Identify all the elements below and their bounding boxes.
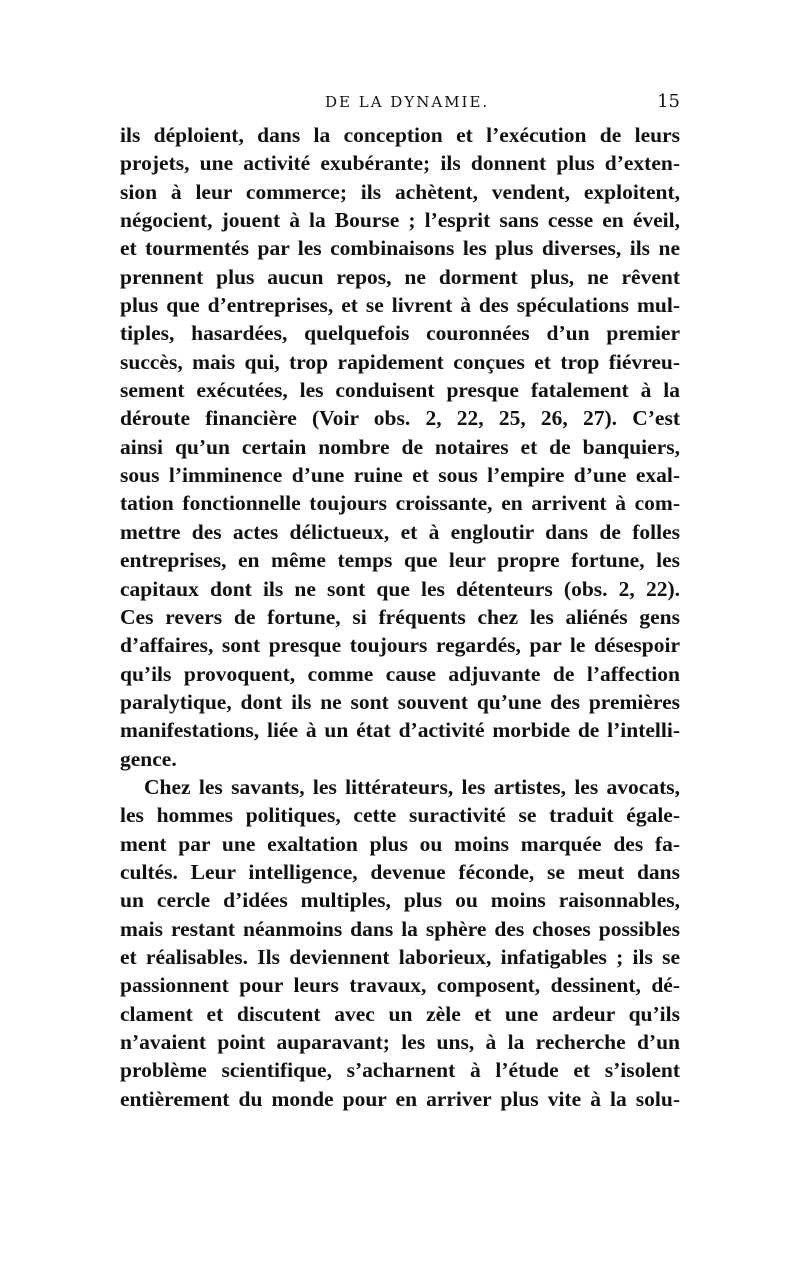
text-line: tiples, hasardées, quelquefois couronnées d’un premier <box>120 321 680 346</box>
text-line: négocient, jouent à la Bourse ; l’esprit sans cesse en éveil, <box>120 208 680 233</box>
text-line: et tourmentés par les combinaisons les plus diverses, ils ne <box>120 236 680 261</box>
body-text <box>120 121 680 1113</box>
text-line: Ces revers de fortune, si fréquents chez les aliénés gens <box>120 604 680 629</box>
text-line: manifestations, liée à un état d’activité morbide de l’intelli- <box>120 718 680 743</box>
text-line: paralytique, dont ils ne sont souvent qu’une des premières <box>120 689 680 714</box>
text-line: mais restant néanmoins dans la sphère des choses possibles <box>120 916 680 941</box>
text-line: ils déploient, dans la conception et l’exécution de leurs <box>120 123 680 147</box>
page-number: 15 <box>657 91 680 112</box>
text-line: ainsi qu’un certain nombre de notaires et de banquiers, <box>120 434 680 459</box>
text-line: sion à leur commerce; ils achètent, vendent, exploitent, <box>120 179 680 204</box>
text-line: n’avaient point auparavant; les uns, à la recherche d’un <box>120 1030 680 1054</box>
text-line: cultés. Leur intelligence, devenue féconde, se meut dans <box>120 859 680 884</box>
text-line: un cercle d’idées multiples, plus ou moins raisonnables, <box>120 888 680 913</box>
text-line: passionnent pour leurs travaux, composent, dessinent, dé- <box>120 973 680 998</box>
text-line: plus que d’entreprises, et se livrent à des spéculations mul- <box>120 293 680 318</box>
text-line: sement exécutées, les conduisent presque fatalement à la <box>120 378 680 403</box>
running-head <box>120 87 680 117</box>
text-line: sous l’imminence d’une ruine et sous l’empire d’une exal- <box>120 463 680 488</box>
text-line: les hommes politiques, cette suractivité se traduit égale- <box>120 803 680 828</box>
text-line: entièrement du monde pour en arriver plus vite à la solu- <box>120 1086 680 1111</box>
text-line: prennent plus aucun repos, ne dorment plus, ne rêvent <box>120 264 680 289</box>
text-line: ment par une exaltation plus ou moins marquée des fa- <box>120 831 680 856</box>
text-line: et réalisables. Ils deviennent laborieux, infatigables ; ils se <box>120 944 680 969</box>
text-line: qu’ils provoquent, comme cause adjuvante de l’affection <box>120 661 680 686</box>
text-line: tation fonctionnelle toujours croissante, en arrivent à com- <box>120 491 680 516</box>
text-line: clament et discutent avec un zèle et une ardeur qu’ils <box>120 1001 680 1026</box>
text-line: projets, une activité exubérante; ils donnent plus d’exten- <box>120 151 680 176</box>
text-line: mettre des actes délictueux, et à engloutir dans de folles <box>120 519 680 544</box>
text-line: problème scientifique, s’acharnent à l’étude et s’isolent <box>120 1058 680 1083</box>
text-line: entreprises, en même temps que leur propre fortune, les <box>120 548 680 573</box>
text-line: capitaux dont ils ne sont que les détenteurs (obs. 2, 22). <box>120 576 680 601</box>
text-line: succès, mais qui, trop rapidement conçues et trop fiévreu- <box>120 349 680 374</box>
text-line: Chez les savants, les littérateurs, les artistes, les avocats, <box>144 774 680 799</box>
text-line: d’affaires, sont presque toujours regardés, par le désespoir <box>120 633 680 658</box>
running-title: DE LA DYNAMIE. <box>325 93 490 111</box>
text-line: gence. <box>120 746 177 771</box>
text-line: déroute financière (Voir obs. 2, 22, 25, 26, 27). C’est <box>120 406 680 431</box>
